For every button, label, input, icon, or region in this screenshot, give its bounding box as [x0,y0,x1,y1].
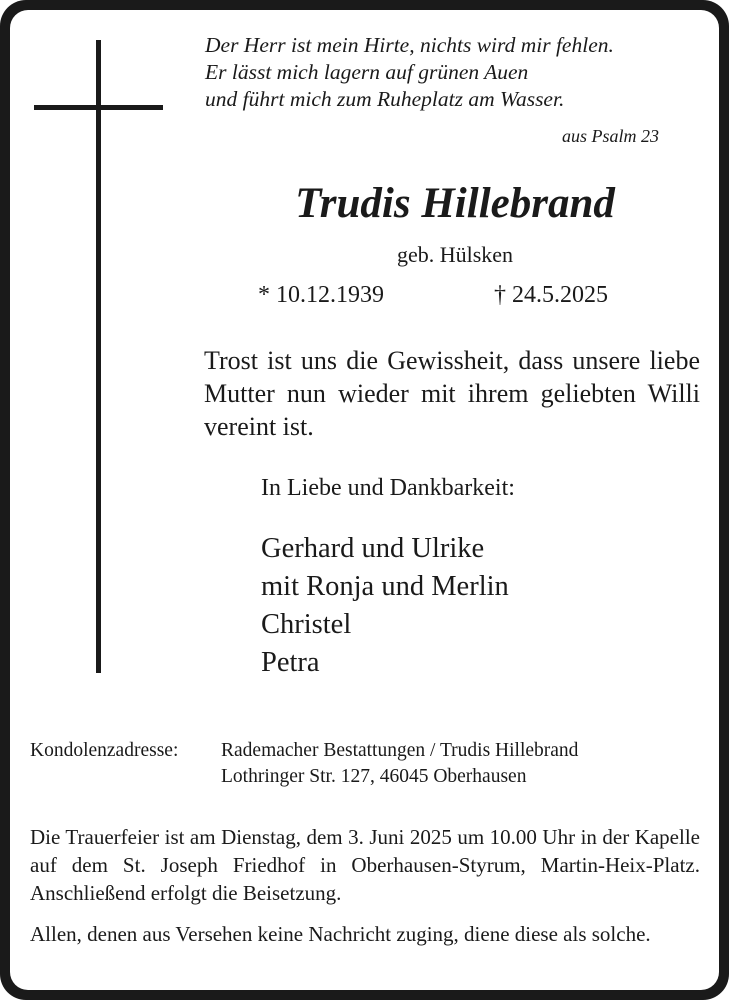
closing-line: In Liebe und Dankbarkeit: [261,475,515,501]
psalm-line: Er lässt mich lagern auf grünen Auen [205,60,529,84]
deceased-name: Trudis Hillebrand [295,180,615,227]
condolence-address-line: Lothringer Str. 127, 46045 Oberhausen [221,766,527,787]
mourners-list [261,530,509,682]
obituary-card [10,10,719,990]
mourner-name: mit Ronja und Merlin [261,571,509,602]
birth-name: geb. Hülsken [396,242,514,267]
cross-icon [96,40,101,673]
condolence-label: Kondolenzadresse: [30,740,179,761]
notice-text: Allen, denen aus Versehen keine Nachricht zuging, diene diese als solche. [30,922,651,946]
condolence-address [221,738,578,790]
psalm-line: Der Herr ist mein Hirte, nichts wird mir fehlen. [205,33,614,57]
funeral-details: Die Trauerfeier ist am Dienstag, dem 3. Juni 2025 um 10.00 Uhr in der Kapelle auf dem St. Joseph Friedhof in Oberhausen-Styrum, Martin-Heix-Platz. Anschließend erfolgt die Beisetzung. [30,825,700,905]
psalm-reference: aus Psalm 23 [561,126,659,146]
mourner-name: Christel [261,609,352,640]
cross-icon-bar [34,105,163,110]
condolence-address-line: Rademacher Bestattungen / Trudis Hillebrand [221,740,579,761]
mourner-name: Petra [261,647,320,678]
psalm-line: und führt mich zum Ruheplatz am Wasser. [205,87,565,111]
death-date: † 24.5.2025 [494,282,608,308]
birth-date: * 10.12.1939 [258,282,384,308]
mourner-name: Gerhard und Ulrike [261,533,485,564]
comfort-text: Trost ist uns die Gewissheit, dass unsere liebe Mutter nun wieder mit ihrem geliebten Willi vereint ist. [204,346,700,441]
psalm-quote [205,32,685,113]
